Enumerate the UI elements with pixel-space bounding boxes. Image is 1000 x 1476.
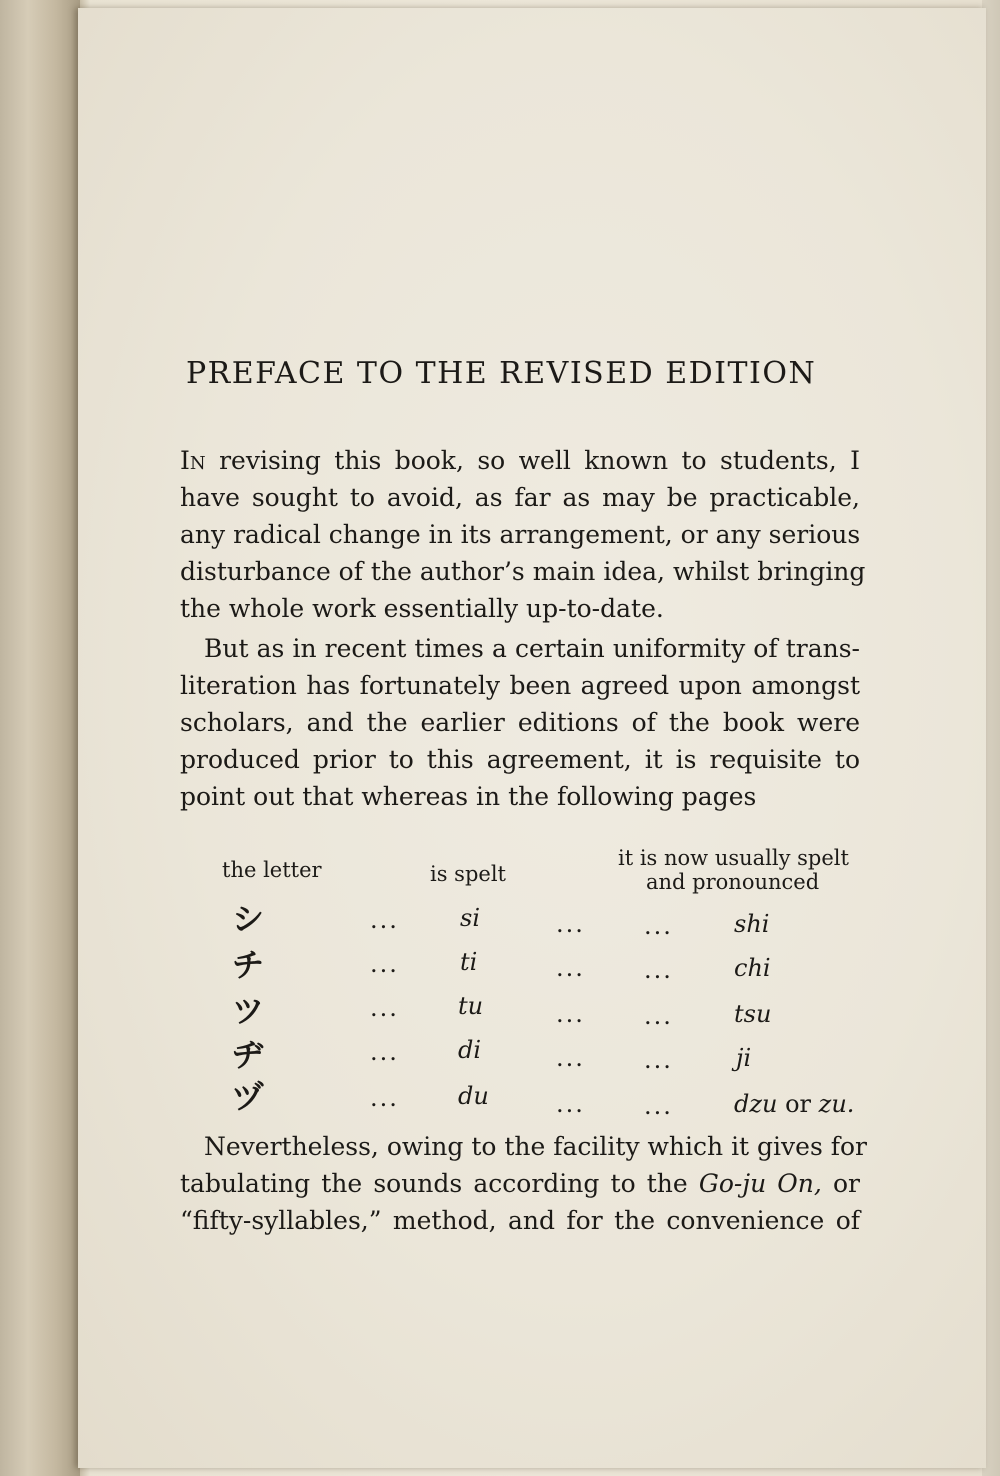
paragraph-3-line-1: Nevertheless, owing to the facility which it gives for [204, 1132, 868, 1161]
old-spelling: ti [460, 948, 478, 976]
kana-shi: シ [232, 900, 265, 938]
header-letter: the letter [222, 858, 322, 882]
paragraph-2-line-5: point out that whereas in the following pages [180, 782, 757, 811]
kana-zu: ヅ [232, 1078, 265, 1116]
paragraph-1-line-3: any radical change in its arrangement, or any serious [180, 520, 861, 549]
paragraph-2-line-4: produced prior to this agreement, it is requisite to [180, 745, 860, 774]
dots: ... [370, 1084, 399, 1112]
dots: ... [370, 994, 399, 1022]
header-spelt: is spelt [430, 862, 506, 886]
dots: ... [370, 906, 399, 934]
header-now-2: and pronounced [646, 870, 820, 894]
paragraph-2-line-2: literation has fortunately been agreed upon amongst [180, 671, 860, 700]
paragraph-2-line-1: But as in recent times a certain uniformity of trans- [204, 634, 860, 663]
paragraph-2 [180, 630, 860, 815]
dots: ... [556, 910, 585, 938]
new-spelling: tsu [734, 1000, 772, 1028]
paragraph-3 [180, 1128, 868, 1239]
drop-word: In [180, 446, 206, 475]
dots: ... [644, 956, 673, 984]
paragraph-1-line-4: disturbance of the author’s main idea, whilst bringing [180, 557, 866, 586]
paragraph-1-line-5: the whole work essentially up-to-date. [180, 594, 664, 623]
dots: ... [556, 1000, 585, 1028]
page-title: PREFACE TO THE REVISED EDITION [186, 356, 817, 391]
kana-tsu: ツ [232, 992, 265, 1030]
new-spelling: ji [736, 1044, 752, 1072]
new-spelling: shi [734, 910, 770, 938]
old-spelling: di [458, 1036, 482, 1064]
paragraph-2-line-3: scholars, and the earlier editions of the book were [180, 708, 860, 737]
old-spelling: si [460, 904, 480, 932]
kana-chi: チ [232, 946, 265, 984]
dots: ... [370, 1038, 399, 1066]
dots: ... [644, 1002, 673, 1030]
paragraph-1-line-2: have sought to avoid, as far as may be practicable, [180, 483, 860, 512]
dots: ... [556, 1090, 585, 1118]
paragraph-1-line-1: In revising this book, so well known to students, I [180, 446, 860, 475]
dots: ... [644, 912, 673, 940]
paragraph-1 [180, 442, 866, 627]
old-spelling: tu [458, 992, 484, 1020]
kana-ji: ヂ [232, 1036, 265, 1074]
new-spelling: dzu or zu. [734, 1090, 855, 1118]
dots: ... [644, 1092, 673, 1120]
new-spelling: chi [734, 954, 771, 982]
paragraph-3-line-2: tabulating the sounds according to the Go-ju On, or [180, 1169, 861, 1198]
header-now-1: it is now usually spelt [618, 846, 849, 870]
dots: ... [370, 950, 399, 978]
book-spine-edge [0, 0, 80, 1476]
dots: ... [556, 1044, 585, 1072]
paragraph-3-line-3: “fifty-syllables,” method, and for the convenience of [180, 1206, 860, 1235]
old-spelling: du [458, 1082, 489, 1110]
dots: ... [644, 1046, 673, 1074]
dots: ... [556, 954, 585, 982]
